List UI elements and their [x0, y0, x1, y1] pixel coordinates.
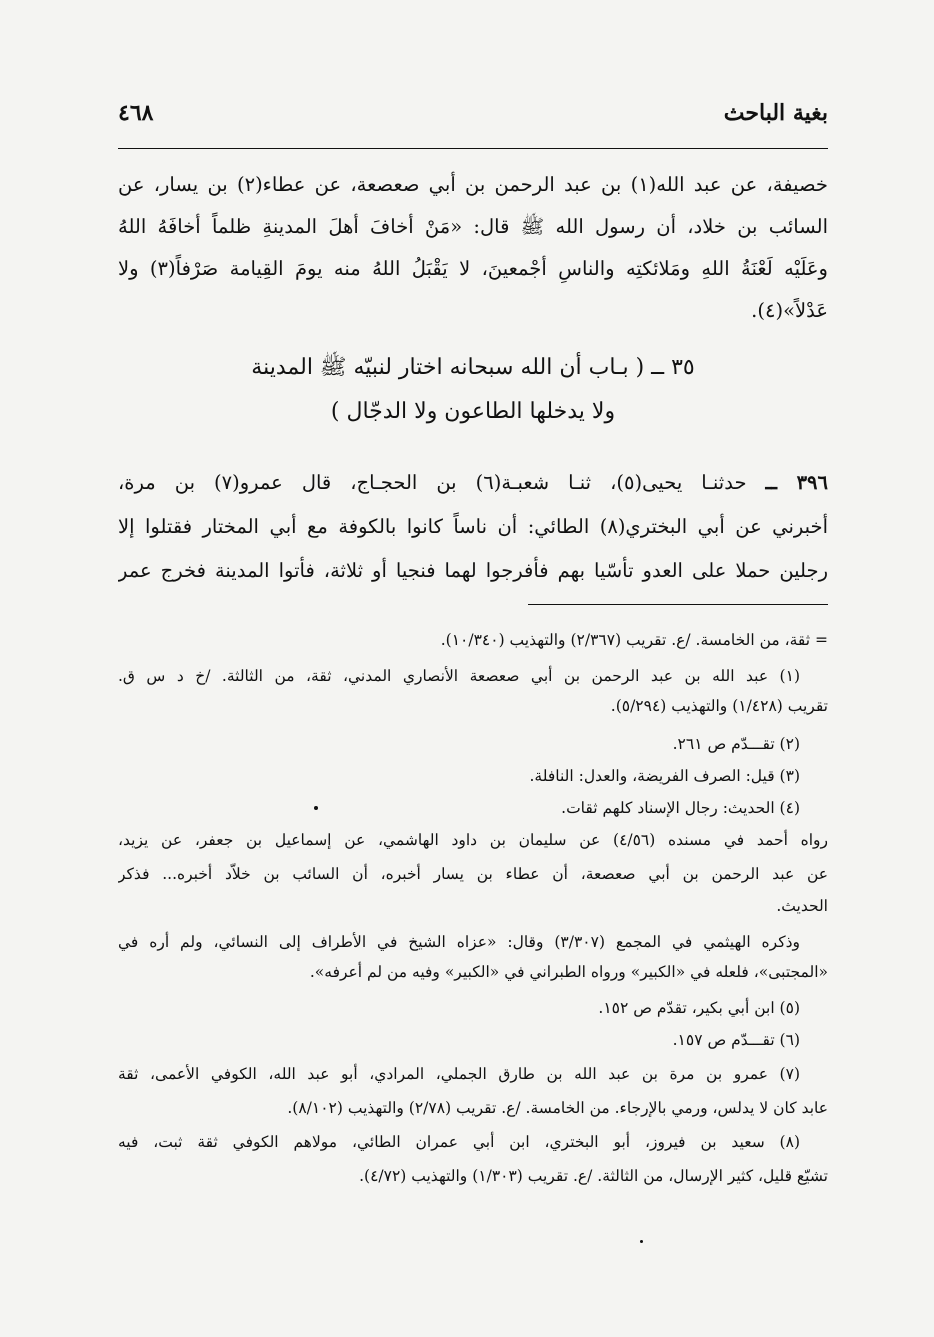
footnote-line: تقريب (١/٤٢٨) والتهذيب (٥/٢٩٤). — [610, 697, 828, 715]
footnote-line: (٦) تقـــدّم ص ١٥٧. — [672, 1031, 800, 1049]
hadith-text: حدثنـا يحيى(٥)، ثنـا شعبـة(٦) بن الحجـاج، قال عمرو(٧) بن مرة، — [118, 471, 747, 494]
footnote-line: رواه أحمد في مسنده (٤/٥٦) عن سليمان بن داود الهاشمي، عن إسماعيل بن جعفر، عن يزيد، — [118, 831, 828, 849]
footnote-line: (٤) الحديث: رجال الإسناد كلهم ثقات. — [561, 799, 800, 817]
main-line: خصيفة، عن عبد الله(١) بن عبد الرحمن بن أبي صعصعة، عن عطاء(٢) بن يسار، عن — [118, 173, 828, 196]
footnote-line: عن عبد الرحمن بن أبي صعصعة، أن عطاء بن يسار أخبره، أن السائب بن خلاّد أخبره... فذكر — [118, 865, 828, 883]
footnote-line: الحديث. — [776, 897, 828, 915]
hadith-line: أخبرني عن أبي البختري(٨) الطائي: أن ناساً كانوا بالكوفة مع أبي المختار فقتلوا إلا — [118, 515, 828, 538]
footnote-line: وذكره الهيثمي في المجمع (٣/٣٠٧) وقال: «عزاه الشيخ في الأطراف إلى النسائي، ولم أره في — [118, 933, 800, 951]
main-line: عَدْلاً»(٤). — [751, 299, 828, 322]
scan-speck — [640, 1240, 643, 1243]
footnote-line: (٢) تقـــدّم ص ٢٦١. — [672, 735, 800, 753]
footnote-line: (٨) سعيد بن فيروز، أبو البختري، ابن أبي عمران الطائي، مولاهم الكوفي ثقة ثبت، فيه — [118, 1133, 800, 1151]
main-line: السائب بن خلاد، أن رسول الله ﷺ قال: «مَنْ أخافَ أهلَ المدينةِ ظلماً أخافَهُ اللهُ — [118, 215, 828, 238]
footnote-line: (١) عبد الله بن عبد الرحمن بن أبي صعصعة الأنصاري المدني، ثقة، من الثالثة. /خ د س ق. — [118, 667, 800, 685]
footnote-rule — [528, 604, 828, 605]
scan-speck — [314, 806, 318, 810]
header-rule — [118, 148, 828, 149]
chapter-heading: ٣٥ ــ ( بـاب أن الله سبحانه اختار لنبيّه ﷺ المدينة — [251, 355, 695, 380]
footnote-line: تشيّع قليل، كثير الإرسال، من الثالثة. /ع. تقريب (١/٣٠٣) والتهذيب (٤/٧٢). — [359, 1167, 828, 1185]
page-number: ٤٦٨ — [118, 100, 154, 126]
footnote-line: «المجتبى»، فلعله في «الكبير» ورواه الطبراني في «الكبير» وفيه من لم أعرفه». — [309, 963, 828, 981]
chapter-heading: ولا يدخلها الطاعون ولا الدجّال ) — [330, 399, 616, 424]
hadith-line — [118, 466, 828, 500]
footnote-line: عابد كان لا يدلس، ورمي بالإرجاء. من الخامسة. /ع. تقريب (٢/٧٨) والتهذيب (٨/١٠٢). — [287, 1099, 828, 1117]
hadith-line: رجلين حملا على العدو تأسّيا بهم فأفرجوا لهما فنجيا أو ثلاثة، فأتوا المدينة فخرج عمر — [118, 559, 828, 582]
footnote-line: (٥) ابن أبي بكير، تقدّم ص ١٥٢. — [598, 999, 800, 1017]
footnote-line: = ثقة، من الخامسة. /ع. تقريب (٢/٣٦٧) والتهذيب (١٠/٣٤٠). — [440, 631, 828, 649]
hadith-number: ٣٩٦ ــ — [765, 471, 828, 494]
running-header — [118, 96, 828, 136]
main-line: وعَلَيْه لَعْنَةُ اللهِ ومَلائكتِه والناسِ أجْمعينَ، لا يَقْبَلُ اللهُ منه يومَ القِيامة صَرْفاً(٣) ولا — [118, 257, 828, 280]
footnote-line: (٧) عمرو بن مرة بن عبد الله بن طارق الجملي، المرادي، أبو عبد الله، الكوفي الأعمى، ثقة — [118, 1065, 800, 1083]
footnote-line: (٣) قيل: الصرف الفريضة، والعدل: النافلة. — [529, 767, 800, 785]
book-title: بغية الباحث — [723, 100, 828, 126]
